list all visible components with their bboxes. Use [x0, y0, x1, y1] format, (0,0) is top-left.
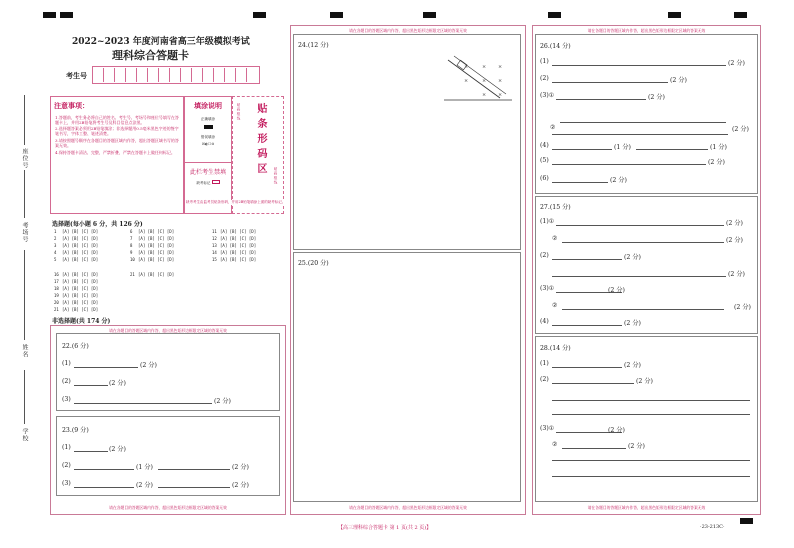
q26-score: (2 分)	[732, 126, 749, 133]
choice-row[interactable]	[54, 293, 98, 298]
q23-score: (2 分)	[232, 464, 249, 471]
q27-num: (3)①	[540, 285, 555, 292]
q22-score: (2 分)	[109, 380, 126, 387]
q23-num: (2)	[62, 462, 71, 469]
choice-number: 21	[130, 272, 135, 277]
q26-score: (2 分)	[648, 94, 665, 101]
answer-line[interactable]	[158, 469, 230, 470]
choice-number: 17	[54, 279, 59, 284]
choice-row[interactable]	[130, 272, 174, 277]
answer-line[interactable]	[552, 134, 728, 135]
q27-score: (2 分)	[624, 254, 641, 261]
choice-options[interactable]: [A] [B] [C] [D]	[220, 229, 257, 234]
choice-number: 21	[54, 307, 59, 312]
svg-text:×: ×	[464, 78, 469, 84]
answer-line[interactable]	[562, 448, 626, 449]
q27-score: (2 分)	[726, 237, 743, 244]
barcode-title: 贴条形码区	[255, 103, 266, 178]
choice-number: 5	[54, 257, 57, 262]
q28-score: (2 分)	[628, 443, 645, 450]
answer-line[interactable]	[552, 149, 612, 150]
answer-line[interactable]	[560, 122, 726, 123]
answer-line[interactable]	[552, 476, 750, 477]
q23-score: (2 分)	[109, 446, 126, 453]
choice-options[interactable]: [A] [B] [C] [D]	[138, 243, 175, 248]
svg-text:×: ×	[464, 64, 469, 70]
corner-mark	[740, 518, 753, 524]
answer-line[interactable]	[552, 414, 750, 415]
school-label: 学校	[21, 428, 28, 442]
q26-score: (2 分)	[728, 60, 745, 67]
school-line[interactable]	[24, 370, 25, 424]
notice-box	[50, 96, 184, 214]
corner-mark	[548, 12, 561, 18]
q26-box[interactable]	[535, 34, 758, 194]
q28-score: (2 分)	[636, 378, 653, 385]
corner-mark	[253, 12, 266, 18]
q26-num: (4)	[540, 142, 549, 149]
choice-number: 2	[54, 236, 57, 241]
choice-row[interactable]	[54, 236, 98, 241]
choice-number: 12	[212, 236, 217, 241]
q27-score: (2 分)	[734, 304, 751, 311]
q27-num: (2)	[540, 252, 549, 259]
q26-num: (2)	[540, 75, 549, 82]
choice-row[interactable]	[130, 250, 174, 255]
choice-row[interactable]	[54, 279, 98, 284]
choice-number: 16	[54, 272, 59, 277]
answer-line[interactable]	[552, 400, 750, 401]
choice-number: 15	[212, 257, 217, 262]
answer-line[interactable]	[552, 82, 668, 83]
q23-title: 23.(9 分)	[62, 427, 89, 434]
svg-text:×: ×	[498, 78, 503, 84]
q27-score: (2 分)	[728, 271, 745, 278]
answer-line[interactable]	[74, 385, 108, 386]
page-subtitle: 理科综合答题卡	[112, 49, 189, 62]
notice-line: 1.答题前，考生务必将自己的姓名、考生号、考场号和座位号填写在答题卡上，并用2B铅笔将考生号及科目信息点涂黑。	[55, 115, 179, 125]
notice-line: 2.选择题答案必须用2B铅笔填涂；非选择题用0.5毫米黑色字迹的签字笔书写，字体工整、笔迹清楚。	[55, 126, 179, 136]
answer-line[interactable]	[556, 225, 724, 226]
choice-row[interactable]	[54, 250, 98, 255]
choice-options[interactable]: [A] [B] [C] [D]	[220, 243, 257, 248]
choice-number: 7	[130, 236, 133, 241]
choice-number: 20	[54, 300, 59, 305]
choice-row[interactable]	[212, 250, 256, 255]
choice-row[interactable]	[212, 243, 256, 248]
warn-header: 请在各题目的答题区域内作答，超出黑色矩形边框限定区域的答案无效	[349, 28, 467, 33]
corner-mark	[60, 12, 73, 18]
q27-title: 27.(15 分)	[540, 204, 571, 211]
warn-header: 请在各题目的答题区域内作答，超出黑色矩形边框限定区域的答案无效	[109, 328, 227, 333]
q28-title: 28.(14 分)	[540, 345, 571, 352]
choice-number: 9	[130, 250, 133, 255]
choice-options[interactable]: [A] [B] [C] [D]	[62, 279, 99, 284]
notice-line: 4.保持答题卡清洁、完整，严禁折叠，严禁在答题卡上做任何标记。	[55, 150, 175, 155]
choice-row[interactable]	[212, 257, 256, 262]
choice-options[interactable]: [A] [B] [C] [D]	[220, 257, 257, 262]
choice-options[interactable]: [A] [B] [C] [D]	[138, 250, 175, 255]
choice-number: 13	[212, 243, 217, 248]
choice-row[interactable]	[54, 272, 98, 277]
q27-num: (4)	[540, 318, 549, 325]
q22-box[interactable]	[56, 333, 280, 411]
seat-line[interactable]	[24, 95, 25, 145]
exam-no-label: 考生号	[66, 71, 87, 80]
choice-number: 14	[212, 250, 217, 255]
choice-options[interactable]: [A] [B] [C] [D]	[62, 293, 99, 298]
answer-line[interactable]	[552, 460, 750, 461]
fill-guide-box	[184, 96, 232, 214]
barcode-right-note: 贴码框线	[274, 167, 278, 185]
nonchoice-title: 非选择题(共 174 分)	[52, 318, 111, 325]
q27-num: ②	[552, 235, 558, 242]
q22-score: (2 分)	[214, 398, 231, 405]
q28-score: (2 分)	[608, 427, 625, 434]
choice-row[interactable]	[130, 229, 174, 234]
q23-score: (2 分)	[232, 482, 249, 489]
svg-text:×: ×	[482, 64, 487, 70]
choice-options[interactable]: [A] [B] [C] [D]	[62, 229, 99, 234]
q26-num: ②	[550, 124, 556, 131]
choice-options[interactable]: [A] [B] [C] [D]	[220, 250, 257, 255]
q26-score: (2 分)	[610, 177, 627, 184]
answer-line[interactable]	[636, 149, 708, 150]
q27-box[interactable]	[535, 196, 758, 334]
q28-num: (3)①	[540, 425, 555, 432]
room-line[interactable]	[24, 170, 25, 218]
choice-options[interactable]: [A] [B] [C] [D]	[62, 300, 99, 305]
q25-title: 25.(20 分)	[298, 260, 329, 267]
choice-options[interactable]: [A] [B] [C] [D]	[62, 286, 99, 291]
answer-line[interactable]	[552, 276, 726, 277]
choice-number: 19	[54, 293, 59, 298]
svg-text:×: ×	[482, 78, 487, 84]
corner-mark	[734, 12, 747, 18]
svg-text:×: ×	[498, 92, 503, 98]
warn-footer: 请在各题目的答题区域内作答，超出黑色矩形边框限定区域的答案无效	[587, 505, 706, 510]
q23-num: (3)	[62, 480, 71, 487]
q26-num: (6)	[540, 175, 549, 182]
q24-figure	[440, 50, 516, 110]
absent-label: 缺考标记	[185, 180, 231, 186]
q26-num: (5)	[540, 157, 549, 164]
q27-num: (1)①	[540, 218, 555, 225]
choice-row[interactable]	[54, 300, 98, 305]
q28-score: (2 分)	[624, 362, 641, 369]
wrong-fill-label: 错误填涂	[201, 135, 215, 139]
q28-num: (2)	[540, 376, 549, 383]
choice-number: 10	[130, 257, 135, 262]
choice-options[interactable]: [A] [B] [C] [D]	[220, 236, 257, 241]
answer-line[interactable]	[556, 99, 646, 100]
choice-row[interactable]	[54, 229, 98, 234]
choice-number: 8	[130, 243, 133, 248]
q26-score: (1 分)	[614, 144, 631, 151]
choice-options[interactable]: [A] [B] [C] [D]	[62, 272, 99, 277]
correct-fill-label: 正确填涂	[201, 117, 215, 121]
corner-mark	[330, 12, 343, 18]
choice-options[interactable]: [A] [B] [C] [D]	[62, 307, 99, 312]
q23-score: (2 分)	[136, 482, 153, 489]
barcode-area[interactable]	[232, 96, 284, 214]
choice-options[interactable]: [A] [B] [C] [D]	[138, 257, 175, 262]
name-label: 姓名	[21, 344, 28, 358]
q26-score: (1 分)	[710, 144, 727, 151]
answer-line[interactable]	[552, 325, 622, 326]
answer-line[interactable]	[74, 469, 134, 470]
seat-label: 座位号	[21, 148, 28, 169]
answer-line[interactable]	[74, 487, 134, 488]
svg-text:×: ×	[482, 92, 487, 98]
q27-score: (2 分)	[726, 220, 743, 227]
choice-row[interactable]	[54, 257, 98, 262]
q22-num: (2)	[62, 378, 71, 385]
choice-options[interactable]: [A] [B] [C] [D]	[62, 250, 99, 255]
q27-score: (2 分)	[624, 320, 641, 327]
q26-num: (1)	[540, 58, 549, 65]
choice-options[interactable]: [A] [B] [C] [D]	[138, 236, 175, 241]
q26-score: (2 分)	[708, 159, 725, 166]
exam-no-field[interactable]	[92, 66, 260, 84]
barcode-note: 缺考考生由监考员贴条形码，并用2B铅笔填涂上面的缺考标记。	[186, 200, 286, 204]
name-line[interactable]	[24, 250, 25, 340]
answer-line[interactable]	[74, 367, 138, 368]
corner-mark	[668, 12, 681, 18]
answer-line[interactable]	[552, 164, 706, 165]
room-label: 考场号	[21, 222, 28, 243]
footer-page-info: 【高三理科综合答题卡 第 1 页(共 2 页)】	[338, 525, 432, 531]
choice-row[interactable]	[54, 243, 98, 248]
choice-options[interactable]: [A] [B] [C] [D]	[138, 272, 175, 277]
q23-score: (1 分)	[136, 464, 153, 471]
choice-row[interactable]	[212, 236, 256, 241]
q28-num: ②	[552, 441, 558, 448]
choice-number: 6	[130, 229, 133, 234]
choice-row[interactable]	[54, 307, 98, 312]
wrong-fill-sample: ☒◐☐⊙	[201, 142, 215, 146]
answer-line[interactable]	[552, 383, 634, 384]
notice-title: 注意事项：	[54, 101, 89, 110]
choice-row[interactable]	[212, 229, 256, 234]
q25-box[interactable]	[293, 252, 521, 502]
choice-title: 选择题(每小题 6 分，共 126 分)	[52, 221, 143, 228]
warn-footer: 请在各题目的答题区域内作答，超出黑色矩形边框限定区域的答案无效	[109, 505, 227, 510]
q26-score: (2 分)	[670, 77, 687, 84]
q28-num: (1)	[540, 360, 549, 367]
answer-line[interactable]	[74, 403, 212, 404]
fill-guide-title: 填涂说明	[194, 101, 222, 110]
choice-number: 3	[54, 243, 57, 248]
footer-code: ·23-213C·	[700, 524, 725, 530]
answer-line[interactable]	[562, 242, 724, 243]
q28-box[interactable]	[535, 336, 758, 502]
choice-number: 11	[212, 229, 217, 234]
corner-mark	[43, 12, 56, 18]
choice-number: 4	[54, 250, 57, 255]
q22-num: (1)	[62, 360, 71, 367]
choice-row[interactable]	[130, 236, 174, 241]
choice-options[interactable]: [A] [B] [C] [D]	[62, 243, 99, 248]
choice-row[interactable]	[130, 257, 174, 262]
corner-mark	[423, 12, 436, 18]
notice-line: 3.请按照题号顺序在各题目的答题区域内作答，超出答题区域书写的答案无效。	[55, 138, 179, 148]
q22-score: (2 分)	[140, 362, 157, 369]
answer-line[interactable]	[158, 487, 230, 488]
answer-line[interactable]	[74, 451, 108, 452]
choice-row[interactable]	[54, 286, 98, 291]
answer-line[interactable]	[562, 309, 724, 310]
answer-line[interactable]	[552, 367, 622, 368]
prohibited-label: 此栏考生禁填	[189, 169, 226, 176]
page-title: 2022~2023 年度河南省高三年级模拟考试	[72, 37, 250, 47]
choice-options[interactable]: [A] [B] [C] [D]	[62, 257, 99, 262]
q26-num: (3)①	[540, 92, 555, 99]
choice-row[interactable]	[130, 243, 174, 248]
svg-text:×: ×	[498, 64, 503, 70]
q26-title: 26.(14 分)	[540, 43, 571, 50]
warn-footer: 请在各题目的答题区域内作答，超出黑色矩形边框限定区域的答案无效	[349, 505, 467, 510]
q22-title: 22.(6 分)	[62, 343, 89, 350]
choice-number: 18	[54, 286, 59, 291]
q23-num: (1)	[62, 444, 71, 451]
answer-line[interactable]	[552, 259, 622, 260]
correct-fill-sample	[204, 125, 213, 129]
q27-num: ②	[552, 302, 558, 309]
answer-line[interactable]	[552, 182, 608, 183]
barcode-left-note: 贴码框线	[237, 103, 241, 121]
warn-header: 请在各题目的答题区域内作答，超出黑色矩形边框限定区域的答案无效	[587, 28, 706, 33]
choice-options[interactable]: [A] [B] [C] [D]	[62, 236, 99, 241]
choice-number: 1	[54, 229, 57, 234]
answer-line[interactable]	[552, 65, 726, 66]
choice-options[interactable]: [A] [B] [C] [D]	[138, 229, 175, 234]
q24-title: 24.(12 分)	[298, 42, 329, 49]
q22-num: (3)	[62, 396, 71, 403]
q27-score: (2 分)	[608, 287, 625, 294]
